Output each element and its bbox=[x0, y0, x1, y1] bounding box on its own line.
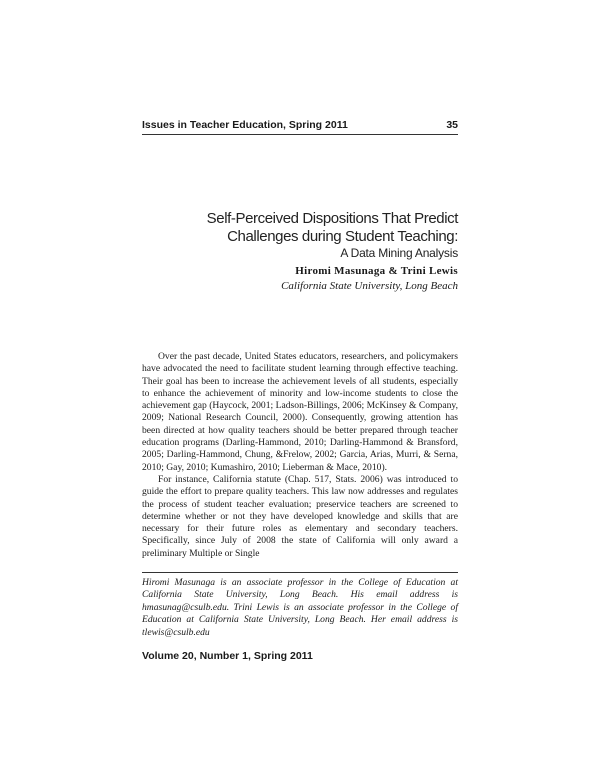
title-line-2: Challenges during Student Teaching: bbox=[227, 228, 458, 245]
author-block bbox=[142, 264, 458, 294]
footnote-rule bbox=[142, 572, 458, 573]
journal-title: Issues in Teacher Education, Spring 2011 bbox=[142, 119, 348, 131]
header-rule bbox=[142, 134, 458, 135]
page-number: 35 bbox=[446, 119, 458, 131]
author-names: Hiromi Masunaga & Trini Lewis bbox=[295, 265, 458, 277]
title-line-1: Self-Perceived Dispositions That Predict bbox=[206, 210, 458, 227]
author-affiliation: California State University, Long Beach bbox=[281, 280, 458, 292]
body-paragraph-2: For instance, California statute (Chap. 517, Stats. 2006) was introduced to guide the effort to prepare quality teachers. This law now addresses and regulates the process of student teacher evaluation; preservice teachers are screened to determine whether or not they have developed knowledge and skills that are necessary for their future roles as elementary and secondary teachers. Specifically, since July of 2008 the state of California will only award a preliminary Multiple or Single bbox=[142, 473, 458, 559]
page-footer: Volume 20, Number 1, Spring 2011 bbox=[142, 650, 313, 662]
article-subtitle: A Data Mining Analysis bbox=[340, 246, 458, 260]
body-paragraph-1: Over the past decade, United States educators, researchers, and policymakers have advocated the need to facilitate student learning through effective teaching. Their goal has been to increase the achievement levels of all students, especially to enhance the achievement of minority and low-income students to close the achievement gap (Haycock, 2001; Ladson-Billings, 2006; McKinsey & Company, 2009; National Research Council, 2000). Consequently, growing attention has been directed at how quality teachers should be better prepared through teacher education programs (Darling-Hammond, 2010; Darling-Hammond & Bransford, 2005; Darling-Hammond, Chung, &Frelow, 2002; Garcia, Arias, Murri, & Serna, 2010; Gay, 2010; Kumashiro, 2010; Lieberman & Mace, 2010). bbox=[142, 351, 458, 473]
body-text bbox=[142, 351, 458, 560]
running-head bbox=[142, 119, 458, 131]
author-footnote: Hiromi Masunaga is an associate professor in the College of Education at California State University, Long Beach. His email address is hmasunag@csulb.edu. Trini Lewis is an associate professor in the College of Education at California State University, Long Beach. Her email address is tlewis@csulb.edu bbox=[142, 577, 458, 638]
article-title bbox=[142, 210, 458, 261]
